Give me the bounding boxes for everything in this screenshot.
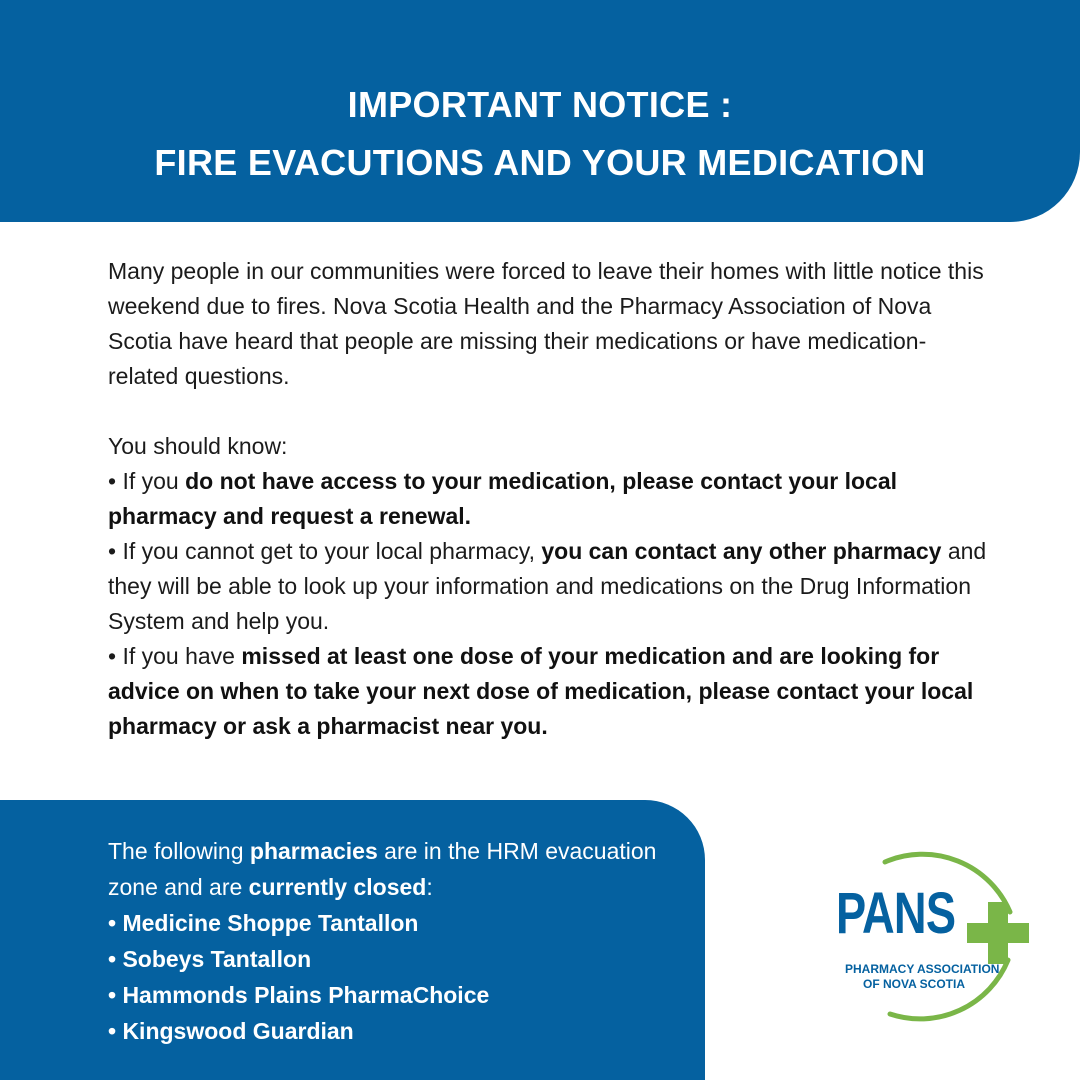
- closed-pharmacy-item: [108, 977, 688, 1013]
- closed-pharmacy-item: [108, 905, 688, 941]
- logo-wordmark: PANS: [836, 881, 956, 946]
- notice-body: [108, 254, 988, 744]
- closed-intro-bold: currently closed: [248, 874, 427, 900]
- closed-pharmacy-item: [108, 1013, 688, 1049]
- bullet-item: [108, 639, 988, 744]
- closed-pharmacy-item: [108, 941, 688, 977]
- closed-intro: [108, 833, 688, 905]
- closed-pharmacy-name: • Hammonds Plains PharmaChoice: [108, 982, 490, 1008]
- bullet-text: • If you have: [108, 643, 242, 669]
- bullet-bold-text: you can contact any other pharmacy: [541, 538, 942, 564]
- bullet-bold-text: missed at least one dose of your medication and are looking for advice on when to take your next dose of medication, please contact your local pharmacy or ask a pharmacist near you.: [108, 643, 974, 739]
- closed-pharmacy-name: • Medicine Shoppe Tantallon: [108, 910, 419, 936]
- closed-pharmacy-name: • Kingswood Guardian: [108, 1018, 354, 1044]
- bullet-text: and they will be able to look up your information and medications on the Drug Information System and help you.: [108, 538, 987, 634]
- logo-subtitle-line2: OF NOVA SCOTIA: [863, 977, 965, 991]
- notice-subtitle: FIRE EVACUTIONS AND YOUR MEDICATION: [154, 142, 926, 183]
- closed-pharmacies-list: [108, 833, 688, 1049]
- bullet-bold-text: do not have access to your medication, please contact your local pharmacy and request a renewal.: [108, 468, 898, 529]
- closed-pharmacy-name: • Sobeys Tantallon: [108, 946, 312, 972]
- you-should-know-heading: You should know:: [108, 433, 288, 459]
- logo-subtitle-line1: PHARMACY ASSOCIATION: [845, 962, 1000, 976]
- bullet-text: • If you cannot get to your local pharmacy,: [108, 538, 542, 564]
- closed-intro-text: are in the HRM evacuation zone and are: [108, 838, 657, 900]
- header-banner: [0, 0, 1080, 222]
- closed-intro-text: The following: [108, 838, 250, 864]
- closed-intro-bold: pharmacies: [249, 838, 378, 864]
- paragraph-gap: [108, 394, 988, 429]
- intro-paragraph: Many people in our communities were forced to leave their homes with little notice this weekend due to fires. Nova Scotia Health and the Pharmacy Association of Nova Scotia have heard that people are missing their medications or have medication-related questions.: [108, 258, 984, 389]
- bullet-item: [108, 464, 988, 534]
- closed-intro-text: :: [426, 874, 433, 900]
- logo-plus-horizontal-icon: [967, 923, 1029, 943]
- bullet-text: • If you: [108, 468, 186, 494]
- notice-title: IMPORTANT NOTICE :: [347, 84, 733, 125]
- bullet-item: [108, 534, 988, 639]
